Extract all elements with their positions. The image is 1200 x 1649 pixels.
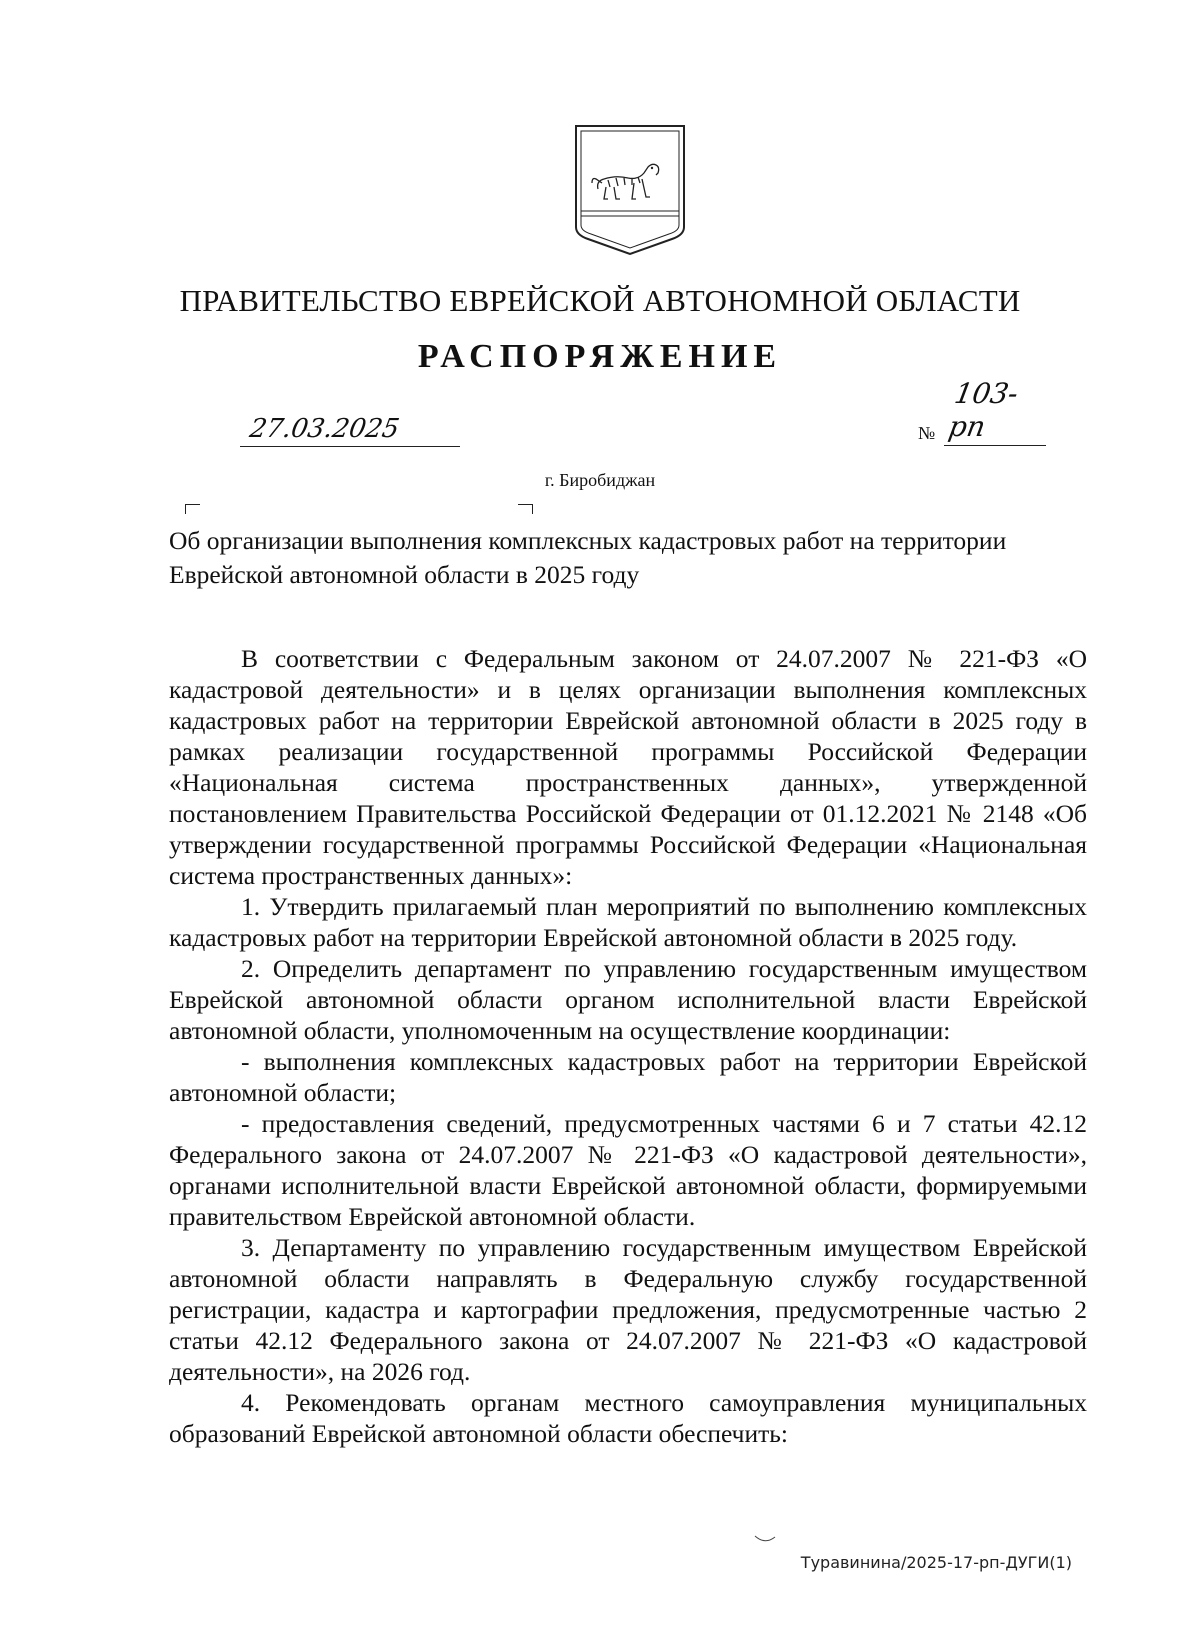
paragraph-item-4: 4. Рекомендовать органам местного самоуправления муниципальных образований Еврейской автономной области обеспечить: (169, 1388, 1087, 1448)
document-type-title: РАСПОРЯЖЕНИЕ (417, 338, 783, 375)
paragraph-preamble: В соответствии с Федеральным законом от 24.07.2007 № 221-ФЗ «О кадастровой деятельности» и в целях организации выполнения комплексных кадастровых работ на территории Еврейской автономной области в 2025 году в рамках реализации государственной программы Российской Федерации «Национальная система пространственных данных», утвержденной постановлением Правительства Российской Федерации от 01.12.2021 № 2148 «Об утверждении государственной программы Российской Федерации «Национальная система пространственных данных»: (169, 644, 1087, 890)
subject-corner-right (518, 504, 533, 514)
paragraph-bullet-2: - предоставления сведений, предусмотренных частями 6 и 7 статьи 42.12 Федерального закона от 24.07.2007 № 221-ФЗ «О кадастровой деятельности», органами исполнительной власти Еврейской автономной области, формируемыми правительством Еврейской автономной области. (169, 1109, 1087, 1231)
paragraph-item-2: 2. Определить департамент по управлению государственным имуществом Еврейской автономной области органом исполнительной власти Еврейской автономной области, уполномоченным на осуществление координации: (169, 954, 1087, 1045)
document-body (169, 643, 1087, 1449)
paragraph-item-3: 3. Департаменту по управлению государственным имуществом Еврейской автономной области направлять в Федеральную службу государственной регистрации, кадастра и картографии предложения, предусмотренные частью 2 статьи 42.12 Федерального закона от 24.07.2007 № 221-ФЗ «О кадастровой деятельности», на 2026 год. (169, 1233, 1087, 1386)
number-underline (944, 445, 1046, 446)
footer-file-reference: Туравинина/2025-17-рп-ДУГИ(1) (800, 1553, 1072, 1572)
handwritten-number: 103-рп (946, 377, 1021, 443)
pen-mark (753, 1534, 777, 1544)
government-title: ПРАВИТЕЛЬСТВО ЕВРЕЙСКОЙ АВТОНОМНОЙ ОБЛАСТИ (179, 283, 1021, 318)
date-field (240, 412, 460, 447)
subject-corner-left (185, 504, 200, 514)
city-name: г. Биробиджан (544, 470, 656, 490)
paragraph-item-1: 1. Утвердить прилагаемый план мероприятий по выполнению комплексных кадастровых работ на территории Еврейской автономной области в 2025 году. (169, 892, 1087, 952)
number-field (918, 377, 1046, 446)
handwritten-date: 27.03.2025 (247, 414, 402, 444)
coat-of-arms-tiger-icon (572, 123, 688, 257)
number-sign: № (918, 423, 936, 443)
document-subject: Об организации выполнения комплексных кадастровых работ на территории Еврейской автономной области в 2025 году (169, 526, 1007, 589)
paragraph-bullet-1: - выполнения комплексных кадастровых работ на территории Еврейской автономной области; (169, 1047, 1087, 1107)
